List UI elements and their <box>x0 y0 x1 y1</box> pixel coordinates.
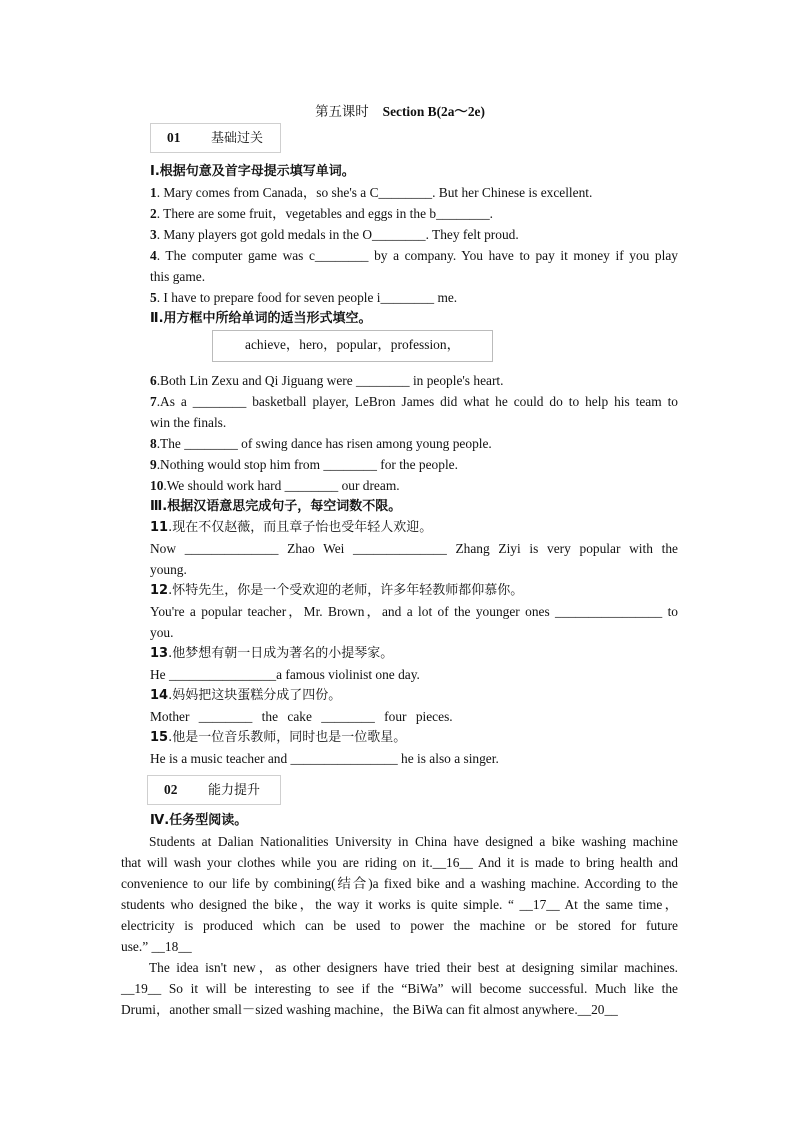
q-number: 11 <box>150 520 169 535</box>
q-text: . There are some fruit，vegetables and eggs in the b________. <box>156 206 493 221</box>
q-text: .The ________ of swing dance has risen among young people. <box>156 436 492 451</box>
q-number: 14 <box>150 688 169 703</box>
question-8 <box>150 435 678 455</box>
q-cn-text: .他梦想有朝一日成为著名的小提琴家。 <box>168 646 394 661</box>
q-number: 1 <box>150 185 157 200</box>
question-11-cn <box>150 519 678 539</box>
title-cn: 第五课时 <box>315 104 369 119</box>
q-number: 12 <box>150 583 169 598</box>
question-7-cont: win the finals. <box>150 415 227 430</box>
passage-line-7: The idea isn't new，as other designers have tried their best at designing similar machines. <box>149 960 678 975</box>
q-number: 3 <box>150 227 157 242</box>
q-number: 5 <box>150 290 157 305</box>
q-number: 2 <box>150 206 157 221</box>
q-number: 9 <box>150 457 157 472</box>
passage-line-8: __19__ So it will be interesting to see if the “BiWa” will become successful. Much like the <box>121 981 678 996</box>
question-13-cn <box>150 645 678 665</box>
question-7 <box>150 393 678 413</box>
passage-line-1: Students at Dalian Nationalities University in China have designed a bike washing machine <box>149 834 678 849</box>
q-cn-text: .现在不仅赵薇，而且章子怡也受年轻人欢迎。 <box>168 520 433 535</box>
question-5 <box>150 289 678 309</box>
section-01-box <box>150 123 281 153</box>
question-1 <box>150 184 678 204</box>
question-12-en-cont: you. <box>150 625 174 640</box>
passage-line-4: students who designed the bike，the way it works is quite simple. “ __17__ At the same time， <box>121 897 678 912</box>
q-number: 8 <box>150 436 157 451</box>
passage-line-9: Drumi，another small－sized washing machine，the BiWa can fit almost anywhere.__20__ <box>121 1002 618 1017</box>
question-15-en: He is a music teacher and ________________ he is also a singer. <box>150 751 499 766</box>
part2-heading: Ⅱ.用方框中所给单词的适当形式填空。 <box>150 311 372 326</box>
question-12-en: You're a popular teacher，Mr. Brown，and a lot of the younger ones ________________ to <box>150 604 678 619</box>
passage-line-6: use.” __18__ <box>121 939 192 954</box>
q-cn-text: .妈妈把这块蛋糕分成了四份。 <box>168 688 342 703</box>
question-4-cont: this game. <box>150 269 206 284</box>
question-15-cn <box>150 729 678 749</box>
question-11-en-cont: young. <box>150 562 187 577</box>
q-text: . The computer game was c________ by a company. You have to pay it money if you play <box>156 248 678 263</box>
question-14-en: Mother ________ the cake ________ four pieces. <box>150 709 453 724</box>
q-number: 10 <box>150 478 164 493</box>
part4-heading: Ⅳ.任务型阅读。 <box>150 813 248 828</box>
question-12-cn <box>150 582 678 602</box>
passage-line-3: convenience to our life by combining(结合)a fixed bike and a washing machine. According to the <box>121 876 678 891</box>
question-2 <box>150 205 678 225</box>
title-en: Section B(2a～2e) <box>382 104 485 119</box>
q-number: 7 <box>150 394 157 409</box>
question-14-cn <box>150 687 678 707</box>
question-3 <box>150 226 678 246</box>
question-9 <box>150 456 678 476</box>
section-01-label: 基础过关 <box>211 131 264 146</box>
q-cn-text: .怀特先生，你是一个受欢迎的老师，许多年轻教师都仰慕你。 <box>168 583 524 598</box>
question-13-en: He ________________a famous violinist one day. <box>150 667 420 682</box>
part1-heading: Ⅰ.根据句意及首字母提示填写单词。 <box>150 164 355 179</box>
q-text: . Mary comes from Canada，so she's a C________. But her Chinese is excellent. <box>156 185 593 200</box>
q-text: .As a ________ basketball player, LeBron James did what he could do to help his team to <box>156 394 678 409</box>
q-text: . I have to prepare food for seven people i________ me. <box>156 290 458 305</box>
q-number: 15 <box>150 730 169 745</box>
q-text: .Nothing would stop him from ________ for the people. <box>156 457 458 472</box>
q-number: 4 <box>150 248 157 263</box>
question-4 <box>150 247 678 267</box>
q-number: 13 <box>150 646 169 661</box>
q-text: .We should work hard ________ our dream. <box>163 478 400 493</box>
section-02-label: 能力提升 <box>208 783 261 798</box>
question-11-en: Now ______________ Zhao Wei ______________ Zhang Ziyi is very popular with the <box>150 541 678 556</box>
q-text: .Both Lin Zexu and Qi Jiguang were ________ in people's heart. <box>156 373 504 388</box>
word-box <box>212 330 493 362</box>
page-title <box>0 101 800 120</box>
q-number: 6 <box>150 373 157 388</box>
passage-line-2: that will wash your clothes while you are riding on it.__16__ And it is made to bring health and <box>121 855 678 870</box>
question-6 <box>150 372 678 392</box>
question-10 <box>150 477 678 497</box>
word-list: achieve，hero，popular，profession， <box>245 337 460 352</box>
part3-heading: Ⅲ.根据汉语意思完成句子，每空词数不限。 <box>150 499 402 514</box>
passage-line-5: electricity is produced which can be used to power the machine or be stored for future <box>121 918 678 933</box>
q-text: . Many players got gold medals in the O________. They felt proud. <box>156 227 519 242</box>
section-02-number: 02 <box>164 782 178 797</box>
section-01-number: 01 <box>167 130 181 145</box>
q-cn-text: .他是一位音乐教师，同时也是一位歌星。 <box>168 730 407 745</box>
section-02-box <box>147 775 281 805</box>
